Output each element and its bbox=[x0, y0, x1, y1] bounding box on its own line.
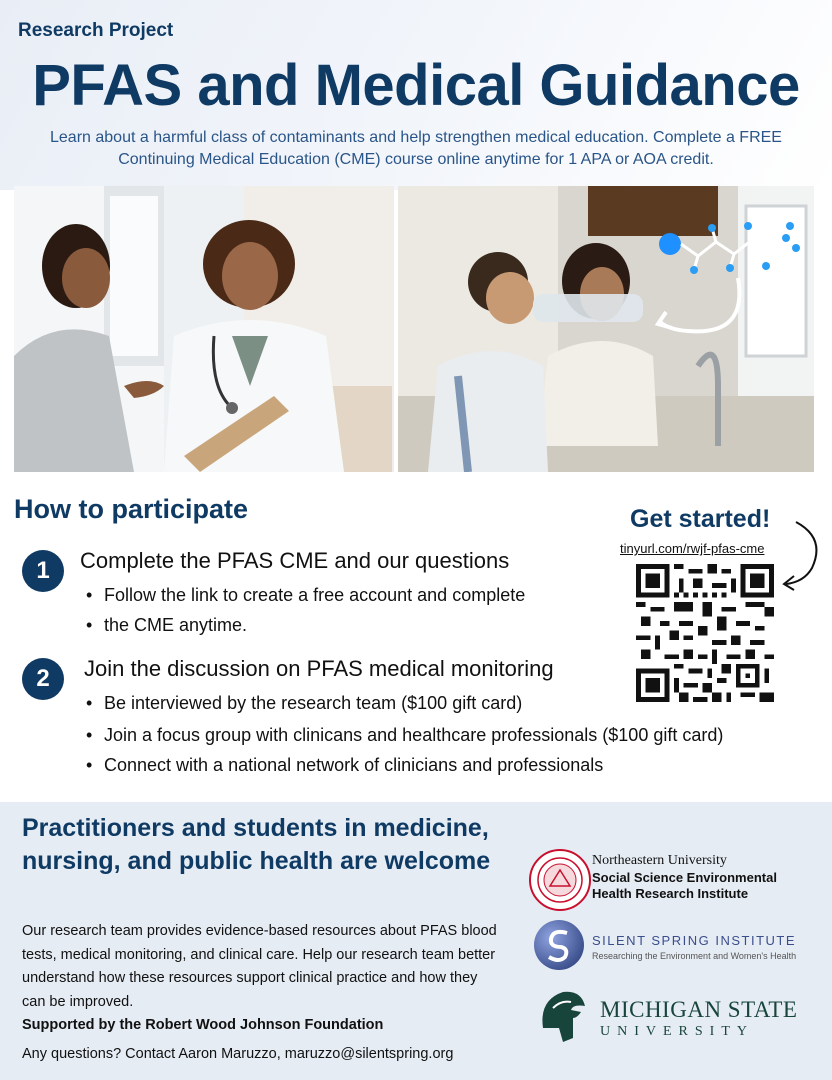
page-title: PFAS and Medical Guidance bbox=[32, 53, 800, 118]
step-1-badge: 1 bbox=[22, 550, 64, 592]
silent-spring-logo-icon bbox=[533, 919, 585, 971]
silent-spring-name: SILENT SPRING INSTITUTE bbox=[592, 933, 797, 948]
northeastern-seal-icon bbox=[528, 848, 592, 912]
silent-spring-tagline: Researching the Environment and Women's Health bbox=[592, 951, 797, 961]
step-2-bullet-focus-group: • Join a focus group with clinicans and healthcare professionals ($100 gift card) bbox=[84, 721, 723, 750]
institute-name-line-2: Health Research Institute bbox=[592, 886, 749, 901]
msu-name: MICHIGAN STATE bbox=[600, 997, 798, 1022]
research-description: Our research team provides evidence-based resources about PFAS blood tests, medical monitoring, and clinical care. Help our research team better understand how these resources support clinical practice and how they can be improved. bbox=[22, 923, 497, 1010]
spartan-helmet-icon bbox=[537, 988, 587, 1044]
step-2-badge: 2 bbox=[22, 658, 64, 700]
step-1-bullet-continued: • the CME anytime. bbox=[84, 611, 247, 640]
eyebrow-label: Research Project bbox=[18, 20, 174, 41]
funder-note: Supported by the Robert Wood Johnson Foundation bbox=[22, 1017, 384, 1033]
step-1-bullet: • Follow the link to create a free account and complete bbox=[84, 581, 525, 610]
contact-note: Any questions? Contact Aaron Maruzzo, maruzzo@silentspring.org bbox=[22, 1046, 454, 1062]
cme-link[interactable]: tinyurl.com/rwjf-pfas-cme bbox=[620, 541, 765, 556]
curved-arrow-icon bbox=[774, 518, 824, 594]
msu-university-label: UNIVERSITY bbox=[600, 1024, 754, 1039]
get-started-heading: Get started! bbox=[630, 505, 771, 533]
northeastern-name: Northeastern University bbox=[592, 853, 727, 868]
step-2-bullet-network: • Connect with a national network of clinicians and professionals bbox=[84, 751, 603, 780]
welcome-heading: Practitioners and students in medicine, nursing, and public health are welcome bbox=[22, 814, 491, 875]
photo-doctor-patient bbox=[14, 186, 394, 472]
step-2-title: Join the discussion on PFAS medical monitoring bbox=[84, 656, 554, 681]
step-2-bullet-interview: • Be interviewed by the research team ($100 gift card) bbox=[84, 689, 522, 718]
photo-child-drinking bbox=[398, 186, 814, 472]
intro-text: Learn about a harmful class of contaminants and help strengthen medical education. Complete a FREE Continuing Medical Education (CME) course online anytime for 1 APA or AOA credit. bbox=[50, 129, 782, 168]
qr-code-icon[interactable] bbox=[636, 564, 774, 702]
institute-name-line-1: Social Science Environmental bbox=[592, 870, 777, 885]
step-1-title: Complete the PFAS CME and our questions bbox=[80, 548, 510, 573]
how-to-participate-heading: How to participate bbox=[14, 494, 249, 524]
